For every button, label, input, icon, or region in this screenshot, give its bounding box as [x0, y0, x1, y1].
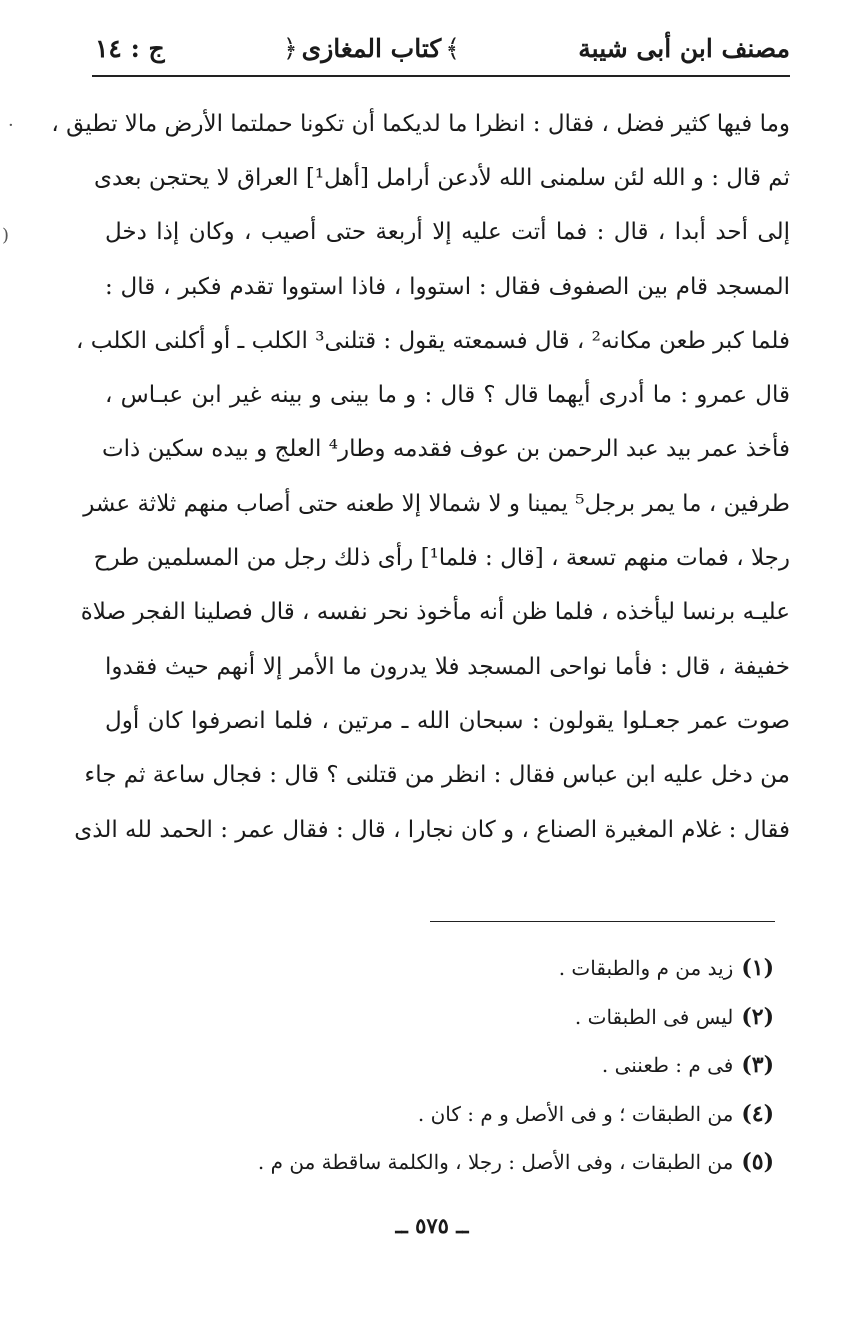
- text-line: قال عمرو : ما أدرى أيهما قال ؟ قال : و ما بينى و بينه غير ابن عبـاس ،: [105, 382, 790, 409]
- footnote-number: (٣): [741, 1052, 774, 1079]
- margin-dot-mark: ·: [8, 115, 14, 136]
- footnotes: [214, 944, 774, 1187]
- header-rule: [92, 75, 790, 77]
- footnote-rule: [430, 921, 775, 922]
- footnote-text: ليس فى الطبقات .: [574, 1004, 734, 1029]
- text-line: خفيفة ، قال : فأما نواحى المسجد فلا يدرون ما الأمر إلا أنهم حيث فقدوا: [105, 653, 790, 680]
- header-volume-number: ج : ١٤: [95, 33, 165, 63]
- text-line: من دخل عليه ابن عباس فقال : انظر من قتلنى ؟ قال : فجال ساعة ثم جاء: [84, 762, 790, 789]
- main-text: [51, 97, 790, 857]
- footnote-number: (٢): [741, 1003, 774, 1030]
- running-header: [95, 26, 790, 70]
- text-line: ثم قال : و الله لئن سلمنى الله لأدعن أرامل [أهل¹] العراق لا يحتجن بعدى: [93, 164, 790, 191]
- text-line: عليـه برنسا ليأخذه ، فلما ظن أنه مأخوذ نحر نفسه ، قال فصلينا الفجر صلاة: [80, 599, 790, 626]
- footnote-item: [214, 1041, 774, 1090]
- footnote-item: [214, 1090, 774, 1139]
- text-line: طرفين ، ما يمر برجل⁵ يمينا و لا شمالا إلا طعنه حتى أصاب منهم ثلاثة عشر: [83, 490, 790, 517]
- footnote-number: (٤): [741, 1100, 774, 1127]
- header-chapter-text: كتاب المغازى: [301, 33, 442, 63]
- footnote-number: (٥): [741, 1149, 774, 1176]
- margin-paren-mark: (: [2, 225, 10, 246]
- text-line: المسجد قام بين الصفوف فقال : استووا ، فاذا استووا تقدم فكبر ، قال :: [105, 273, 790, 300]
- text-line: فلما كبر طعن مكانه² ، قال فسمعته يقول : قتلنى³ الكلب ـ أو أكلنى الكلب ،: [76, 327, 790, 354]
- right-bracket-ornament: ﴿: [282, 33, 298, 63]
- text-line: فقال : غلام المغيرة الصناع ، و كان نجارا ، قال : فقال عمر : الحمد لله الذى: [74, 816, 790, 843]
- footnote-item: [214, 944, 774, 993]
- footnote-number: (١): [741, 955, 774, 982]
- footnote-text: من الطبقات ، وفى الأصل : رجلا ، والكلمة ساقطة من م .: [257, 1150, 734, 1175]
- footnote-text: فى م : طعننى .: [601, 1053, 734, 1078]
- footnote-item: [214, 1138, 774, 1187]
- page-number: ــ ٥٧٥ ــ: [395, 1213, 469, 1238]
- footnote-item: [214, 993, 774, 1042]
- footnote-text: زيد من م والطبقات .: [558, 956, 734, 981]
- left-bracket-ornament: ﴾: [445, 33, 460, 63]
- footnote-text: من الطبقات ؛ و فى الأصل و م : كان .: [417, 1101, 734, 1126]
- text-line: صوت عمر جعـلوا يقولون : سبحان الله ـ مرتين ، فلما انصرفوا كان أول: [105, 707, 790, 734]
- text-line: إلى أحد أبدا ، قال : فما أتت عليه إلا أربعة حتى أصيب ، وكان إذا دخل: [105, 219, 790, 246]
- header-book-title: مصنف ابن أبى شيبة: [578, 33, 790, 63]
- text-line: فأخذ عمر بيد عبد الرحمن بن عوف فقدمه وطار⁴ العلج و بيده سكين ذات: [101, 436, 790, 463]
- text-line: رجلا ، فمات منهم تسعة ، [قال : فلما¹] رأى ذلك رجل من المسلمين طرح: [93, 545, 790, 572]
- text-line: وما فيها كثير فضل ، فقال : انظرا ما لديكما أن تكونا حملتما الأرض مالا تطيق ،: [51, 110, 790, 137]
- header-chapter-title: [279, 34, 464, 63]
